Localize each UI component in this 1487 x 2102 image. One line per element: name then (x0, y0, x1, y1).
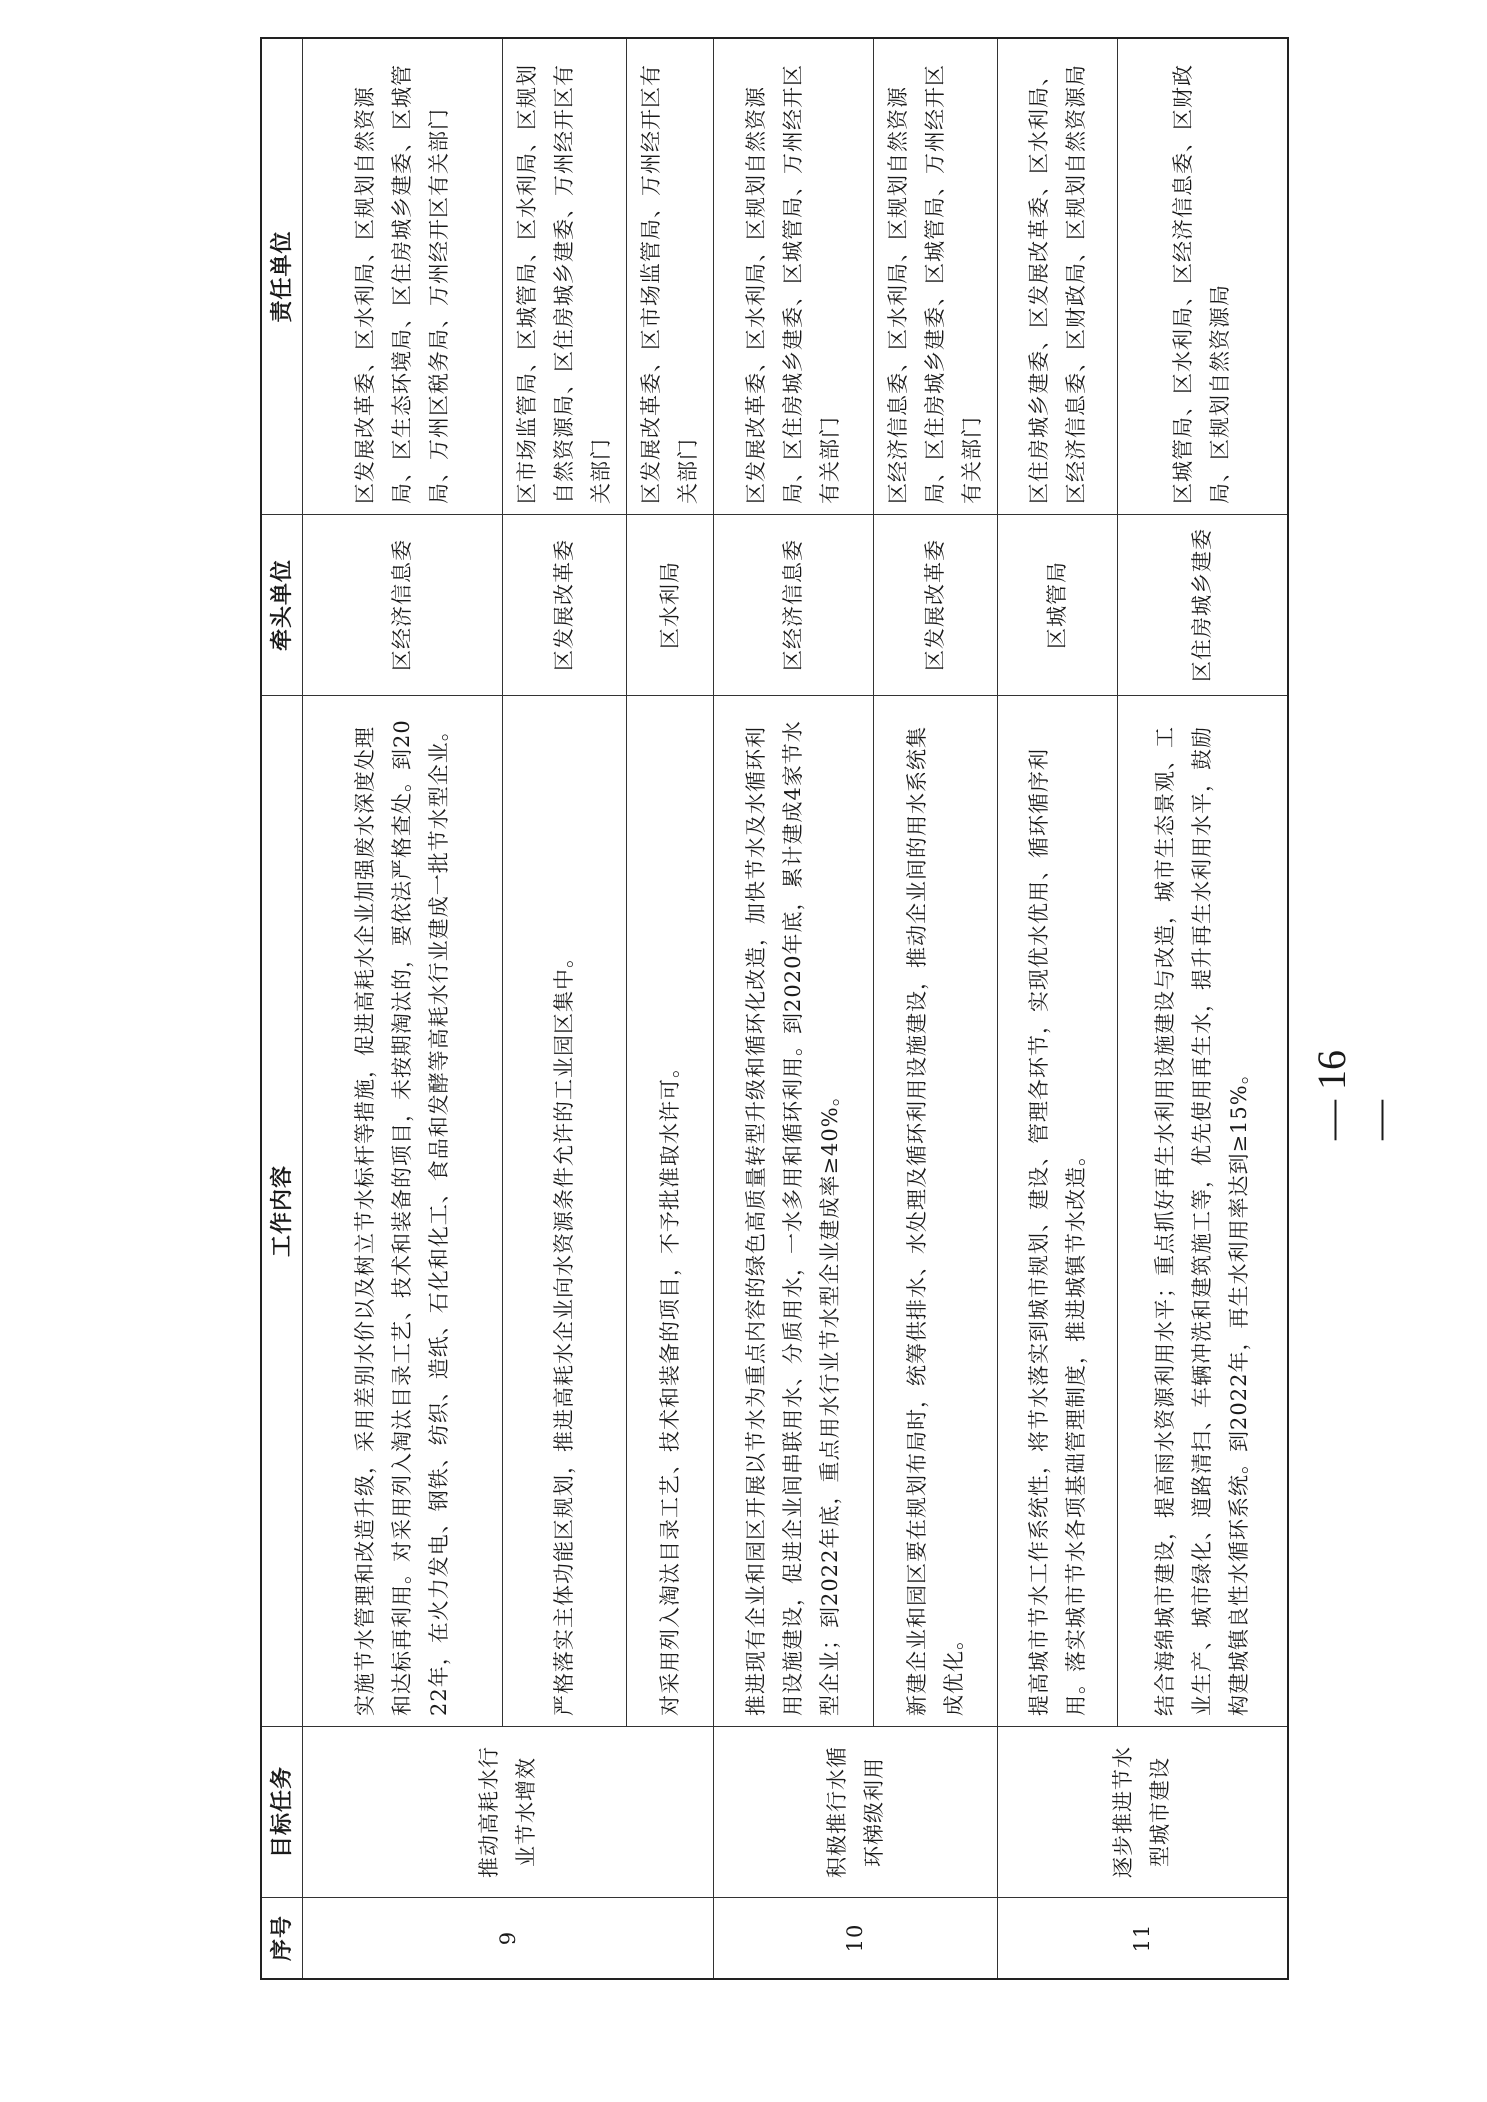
table-row (1118, 38, 1288, 1979)
row-work: 结合海绵城市建设，提高雨水资源利用水平；重点抓好再生水利用设施建设与改造，城市生态景观、工业生产、城市绿化、道路清扫、车辆冲洗和建筑施工等，优先使用再生水，提升再生水利用水平，鼓励构建城镇良性水循环系统。到2022年，再生水利用率达到≥15%。 (1118, 696, 1288, 1727)
row-task: 推动高耗水行业节水增效 (303, 1727, 714, 1898)
row-work: 推进现有企业和园区开展以节水为重点内容的绿色高质量转型升级和循环化改造，加快节水及水循环利用设施建设，促进企业间串联用水、分质用水，一水多用和循环利用。到2020年底，累计建成4家节水型企业；到2022年底，重点用水行业节水型企业建成率≥40%。 (714, 696, 874, 1727)
row-task: 积极推行水循环梯级利用 (714, 1727, 998, 1898)
row-task: 逐步推进节水型城市建设 (998, 1727, 1288, 1898)
row-lead: 区发展改革委 (503, 515, 627, 696)
header-task: 目标任务 (261, 1727, 303, 1898)
table-row (503, 38, 627, 1979)
row-resp: 区发展改革委、区市场监管局、万州经开区有关部门 (627, 38, 714, 515)
row-work: 实施节水管理和改造升级，采用差别水价以及树立节水标杆等措施，促进高耗水企业加强废水深度处理和达标再利用。对采用列入淘汰目录工艺、技术和装备的项目，未按期淘汰的，要依法严格查处。到2022年，在火力发电、钢铁、纺织、造纸、石化和化工、食品和发酵等高耗水行业建成一批节水型企业。 (303, 696, 503, 1727)
row-resp: 区住房城乡建委、区发展改革委、区水利局、区经济信息委、区财政局、区规划自然资源局 (998, 38, 1118, 515)
row-lead: 区住房城乡建委 (1118, 515, 1288, 696)
row-work: 提高城市节水工作系统性，将节水落实到城市规划、建设、管理各环节，实现优水优用、循环循序利用。落实城市节水各项基础管理制度，推进城镇节水改造。 (998, 696, 1118, 1727)
measures-table (260, 37, 1289, 1980)
row-lead: 区经济信息委 (303, 515, 503, 696)
row-lead: 区水利局 (627, 515, 714, 696)
row-index: 11 (998, 1898, 1288, 1980)
header-work: 工作内容 (261, 696, 303, 1727)
row-lead: 区城管局 (998, 515, 1118, 696)
row-resp: 区经济信息委、区水利局、区规划自然资源局、区住房城乡建委、区城管局、万州经开区有关部门 (874, 38, 998, 515)
table-row (303, 38, 503, 1979)
table-row (714, 38, 874, 1979)
table-row (874, 38, 998, 1979)
row-lead: 区经济信息委 (714, 515, 874, 696)
rotated-table-wrapper (260, 64, 1270, 1980)
row-index: 10 (714, 1898, 998, 1980)
row-index: 9 (303, 1898, 714, 1980)
row-work: 严格落实主体功能区规划，推进高耗水企业向水资源条件允许的工业园区集中。 (503, 696, 627, 1727)
table-row (998, 38, 1118, 1979)
row-resp: 区市场监管局、区城管局、区水利局、区规划自然资源局、区住房城乡建委、万州经开区有关部门 (503, 38, 627, 515)
table-row (627, 38, 714, 1979)
row-resp: 区发展改革委、区水利局、区规划自然资源局、区生态环境局、区住房城乡建委、区城管局、万州区税务局、万州经开区有关部门 (303, 38, 503, 515)
row-lead: 区发展改革委 (874, 515, 998, 696)
row-resp: 区发展改革委、区水利局、区规划自然资源局、区住房城乡建委、区城管局、万州经开区有关部门 (714, 38, 874, 515)
header-lead: 牵头单位 (261, 515, 303, 696)
header-resp: 责任单位 (261, 38, 303, 515)
table-header-row (261, 38, 303, 1979)
row-work: 新建企业和园区要在规划布局时，统筹供排水、水处理及循环利用设施建设，推动企业间的用水系统集成优化。 (874, 696, 998, 1727)
header-index: 序号 (261, 1898, 303, 1980)
row-resp: 区城管局、区水利局、区经济信息委、区财政局、区规划自然资源局 (1118, 38, 1288, 515)
page-number: — 16 — (1309, 1050, 1401, 1140)
row-work: 对采用列入淘汰目录工艺、技术和装备的项目，不予批准取水许可。 (627, 696, 714, 1727)
